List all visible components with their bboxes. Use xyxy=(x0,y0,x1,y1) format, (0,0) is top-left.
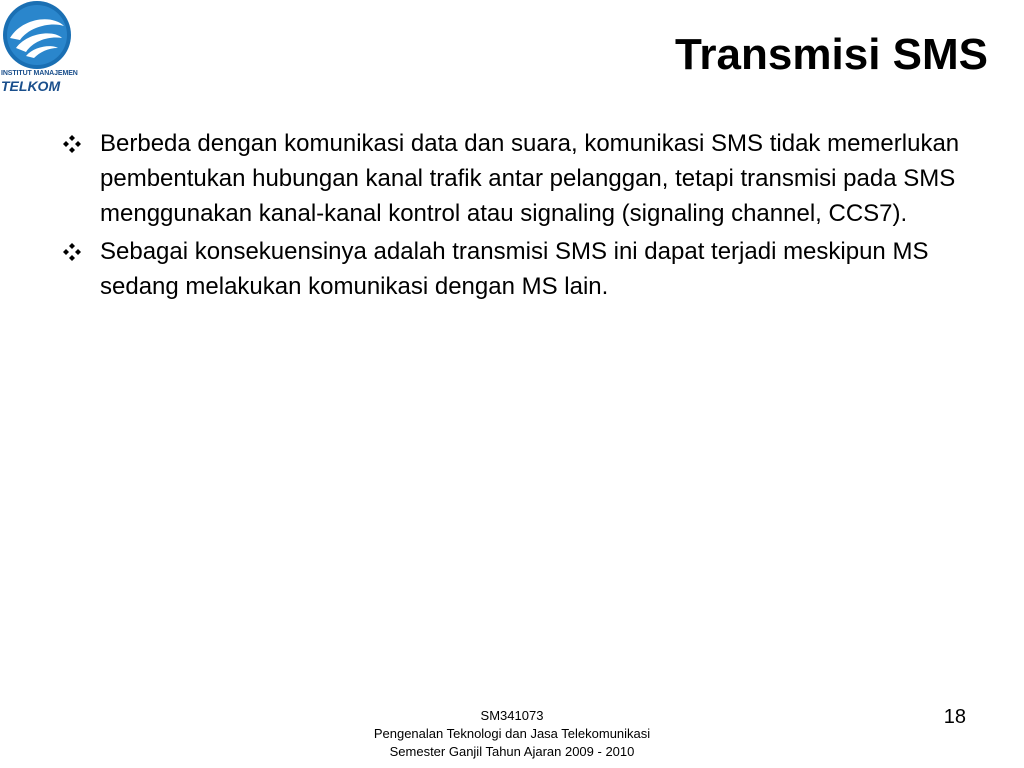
diamond-bullet-icon xyxy=(62,242,82,262)
diamond-bullet-icon xyxy=(62,134,82,154)
bullet-list xyxy=(62,126,982,307)
bullet-text: Berbeda dengan komunikasi data dan suara, komunikasi SMS tidak memerlukan pembentukan hubungan kanal trafik antar pelanggan, tetapi transmisi pada SMS menggunakan kanal-kanal kontrol atau signaling (signaling channel, CCS7). xyxy=(100,130,960,227)
slide-title: Transmisi SMS xyxy=(674,30,988,79)
telkom-emblem-icon xyxy=(2,0,72,70)
page-number: 18 xyxy=(943,706,966,728)
footer-course-title: Pengenalan Teknologi dan Jasa Telekomunikasi xyxy=(373,726,651,741)
bullet-item xyxy=(62,234,982,304)
footer xyxy=(0,707,1024,761)
institution-logo xyxy=(0,0,76,100)
footer-semester: Semester Ganjil Tahun Ajaran 2009 - 2010 xyxy=(389,744,635,759)
footer-course-code: SM341073 xyxy=(480,708,544,723)
bullet-item xyxy=(62,126,982,231)
logo-institution-text: INSTITUT MANAJEMEN xyxy=(1,70,78,77)
logo-brand-text: TELKOM xyxy=(1,78,61,94)
bullet-text: Sebagai konsekuensinya adalah transmisi SMS ini dapat terjadi meskipun MS sedang melakukan komunikasi dengan MS lain. xyxy=(100,238,929,300)
